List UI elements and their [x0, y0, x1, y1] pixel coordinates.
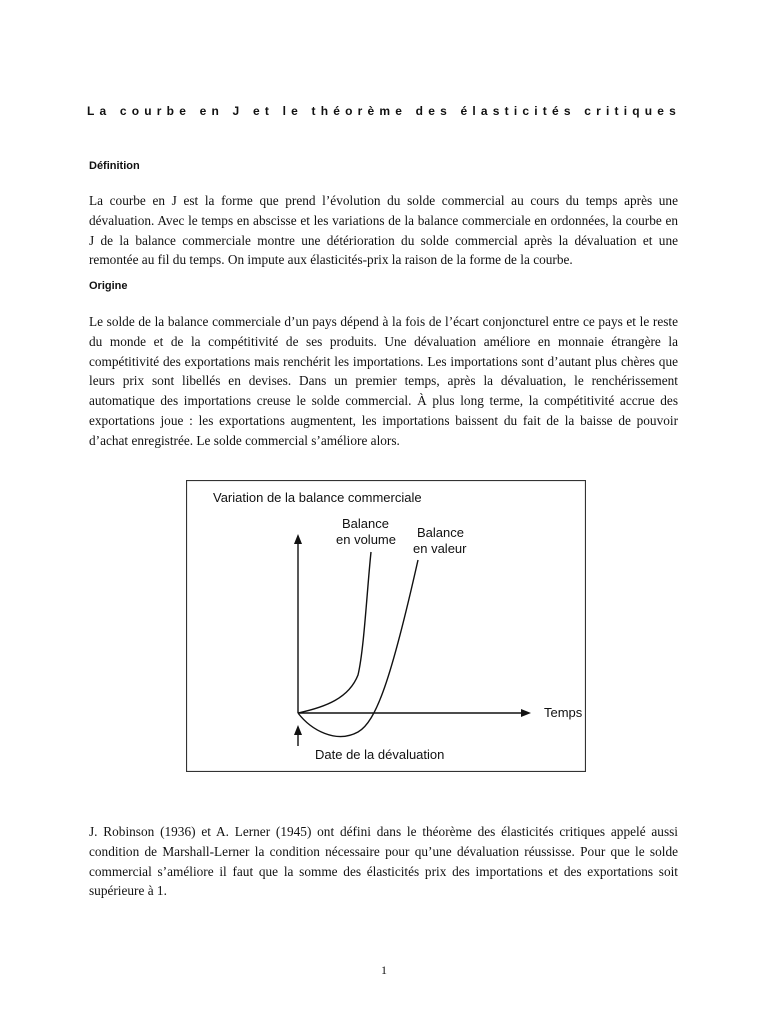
j-curve-diagram — [186, 480, 586, 772]
document-title: La courbe en J et le théorème des élasticités critiques — [86, 104, 682, 118]
value-label-line1: Balance — [417, 525, 464, 540]
origine-paragraph: Le solde de la balance commerciale d’un pays dépend à la fois de l’écart conjoncturel entre ce pays et le reste du monde et de la compétitivité de ses produits. Une dévaluation améliore en monnaie étrangère la compétitivité des exportations mais renchérit les importations. Les importations sont d’autant plus chères que leurs prix sont libellés en devises. Dans un premier temps, après la dévaluation, le renchérissement automatique des importations creuse le solde commercial. À plus long terme, la compétitivité accrue des exportations joue : les exportations augmentent, les importations baissent du fait de la baisse de pouvoir d’achat enregistrée. Le solde commercial s’améliore alors. — [89, 314, 678, 448]
page-number: 1 — [381, 963, 387, 977]
definition-heading: Définition — [89, 160, 140, 172]
origine-heading: Origine — [89, 280, 128, 292]
x-axis-label: Temps — [544, 705, 583, 720]
devaluation-label: Date de la dévaluation — [315, 747, 445, 762]
volume-label-line1: Balance — [342, 516, 389, 531]
definition-paragraph: La courbe en J est la forme que prend l’évolution du solde commercial au cours du temps après une dévaluation. Avec le temps en abscisse et les variations de la balance commerciale en ordonnées, la courbe en J de la balance commerciale montre une détérioration du solde commercial après la dévaluation et une remontée au fil du temps. On impute aux élasticités-prix la raison de la forme de la courbe. — [89, 193, 678, 268]
j-curve-figure — [186, 480, 586, 772]
value-label-line2: en valeur — [413, 541, 467, 556]
volume-label-line2: en volume — [336, 532, 396, 547]
y-axis-title: Variation de la balance commerciale — [213, 490, 422, 505]
conclusion-paragraph: J. Robinson (1936) et A. Lerner (1945) ont défini dans le théorème des élasticités critiques appelé aussi condition de Marshall-Lerner la condition nécessaire pour qu’une dévaluation réussisse. Pour que le solde commercial s’améliore il faut que la somme des élasticités prix des importations et des exportations soit supérieure à 1. — [89, 824, 678, 899]
